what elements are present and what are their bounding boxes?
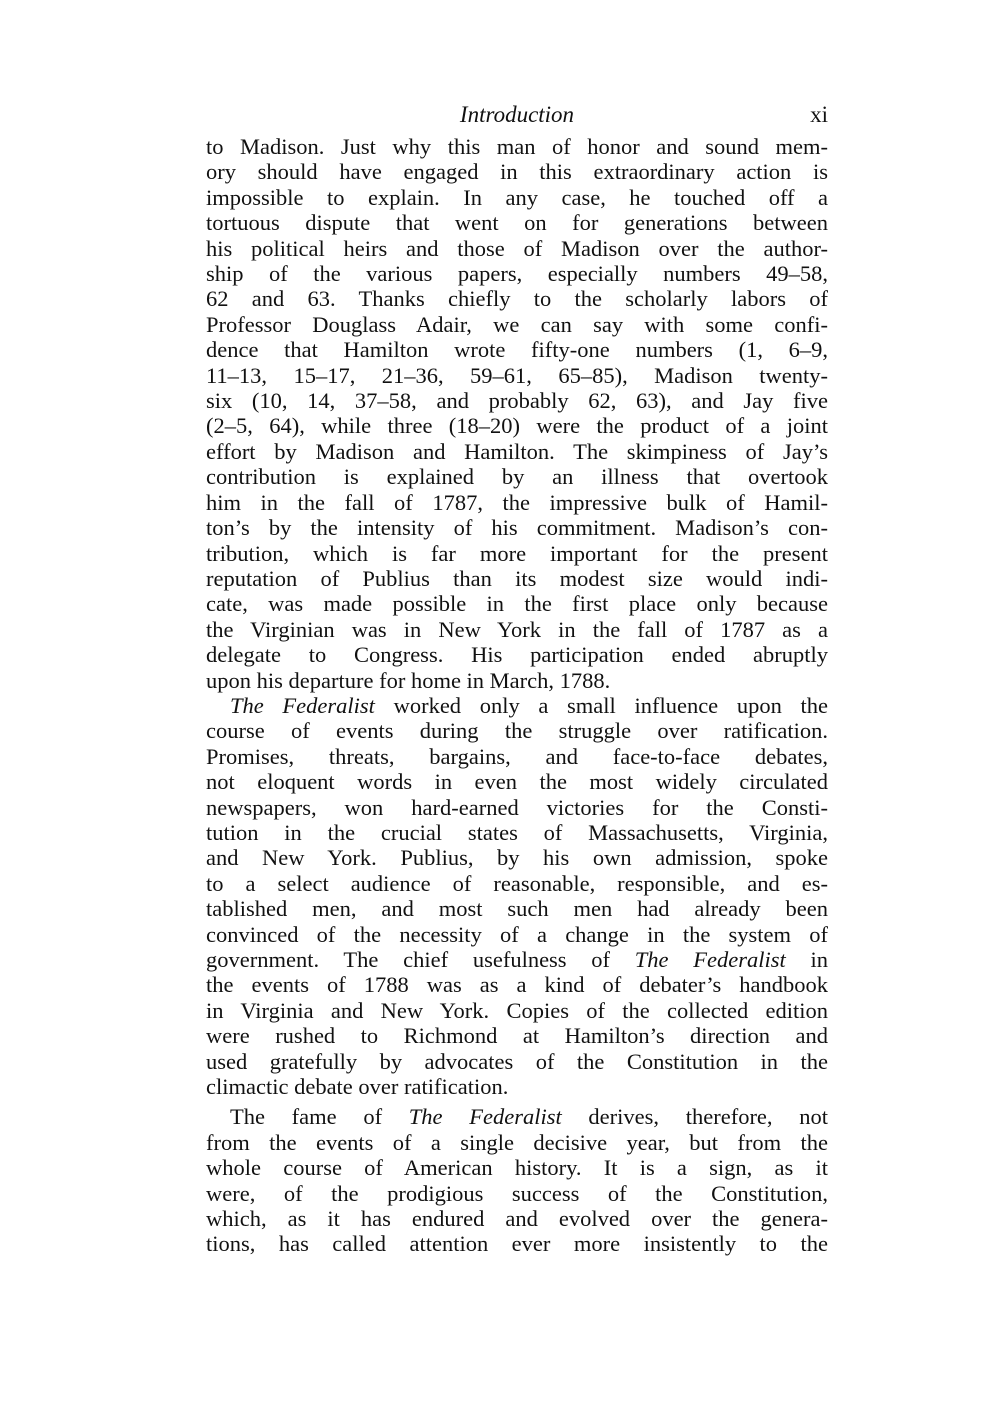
text-run: The fame of <box>230 1104 409 1130</box>
text-line: were rushed to Richmond at Hamilton’s direction and <box>206 1023 828 1049</box>
text-line: tablished men, and most such men had already been <box>206 896 828 922</box>
body-text <box>206 134 828 1257</box>
text-line: effort by Madison and Hamilton. The skimpiness of Jay’s <box>206 438 828 464</box>
paragraph-2 <box>206 693 828 1100</box>
text-line: to Madison. Just why this man of honor and sound mem- <box>206 134 828 159</box>
book-title-reference: The Federalist <box>408 1104 562 1130</box>
text-line: newspapers, won hard-earned victories for the Consti- <box>206 794 828 820</box>
text-line: contribution is explained by an illness that overtook <box>206 464 828 490</box>
text-line: tortuous dispute that went on for generations between <box>206 210 828 236</box>
text-run: government. The chief usefulness of <box>206 947 635 972</box>
text-line <box>206 1104 828 1129</box>
text-line: him in the fall of 1787, the impressive bulk of Hamil- <box>206 489 828 515</box>
text-line: convinced of the necessity of a change in the system of <box>206 921 828 947</box>
text-line: the Virginian was in New York in the fall of 1787 as a <box>206 616 828 642</box>
text-line <box>206 693 828 718</box>
text-line: not eloquent words in even the most widely circulated <box>206 769 828 795</box>
text-line <box>206 947 828 972</box>
book-page <box>206 100 828 1257</box>
text-line: (2–5, 64), while three (18–20) were the product of a joint <box>206 413 828 439</box>
text-line: upon his departure for home in March, 1788. <box>206 667 611 693</box>
text-line: tution in the crucial states of Massachusetts, Virginia, <box>206 819 828 845</box>
text-line: whole course of American history. It is a sign, as it <box>206 1155 828 1181</box>
text-line: used gratefully by advocates of the Constitution in the <box>206 1048 828 1074</box>
text-line: six (10, 14, 37–58, and probably 62, 63), and Jay five <box>206 388 828 414</box>
text-line: impossible to explain. In any case, he touched off a <box>206 184 828 210</box>
text-line: climactic debate over ratification. <box>206 1074 509 1100</box>
running-title: Introduction <box>459 102 575 127</box>
text-line: dence that Hamilton wrote fifty-one numbers (1, 6–9, <box>206 337 828 363</box>
text-run: in <box>785 947 828 972</box>
text-line: 11–13, 15–17, 21–36, 59–61, 65–85), Madison twenty- <box>206 362 828 388</box>
text-line: Promises, threats, bargains, and face-to-face debates, <box>206 743 828 769</box>
text-line: from the events of a single decisive year, but from the <box>206 1129 828 1155</box>
text-line: delegate to Congress. His participation ended abruptly <box>206 642 828 668</box>
text-line: the events of 1788 was as a kind of debater’s handbook <box>206 972 828 998</box>
book-title-reference: The Federalist <box>230 692 375 718</box>
text-line: Professor Douglass Adair, we can say with some confi- <box>206 311 828 337</box>
text-line: course of events during the struggle over ratification. <box>206 718 828 744</box>
text-line: which, as it has endured and evolved over the genera- <box>206 1206 828 1232</box>
text-run: derives, therefore, not <box>561 1104 828 1130</box>
book-title-reference: The Federalist <box>634 947 786 972</box>
paragraph-1 <box>206 134 828 693</box>
text-line: tribution, which is far more important for the present <box>206 540 828 566</box>
text-line: in Virginia and New York. Copies of the collected edition <box>206 997 828 1023</box>
text-line: were, of the prodigious success of the Constitution, <box>206 1180 828 1206</box>
text-line: tions, has called attention ever more insistently to the <box>206 1231 828 1257</box>
text-line: ton’s by the intensity of his commitment. Madison’s con- <box>206 515 828 541</box>
page-number: xi <box>810 102 828 127</box>
text-line: 62 and 63. Thanks chiefly to the scholarly labors of <box>206 286 828 312</box>
text-line: ship of the various papers, especially numbers 49–58, <box>206 261 828 287</box>
text-line: and New York. Publius, by his own admission, spoke <box>206 845 828 871</box>
text-line: reputation of Publius than its modest size would indi- <box>206 565 828 591</box>
text-line: ory should have engaged in this extraordinary action is <box>206 159 828 185</box>
running-head <box>206 100 828 134</box>
text-line: cate, was made possible in the first place only because <box>206 591 828 617</box>
text-run: worked only a small influence upon the <box>374 692 829 718</box>
paragraph-3 <box>206 1104 828 1256</box>
text-line: his political heirs and those of Madison over the author- <box>206 235 828 261</box>
text-line: to a select audience of reasonable, responsible, and es- <box>206 870 828 896</box>
